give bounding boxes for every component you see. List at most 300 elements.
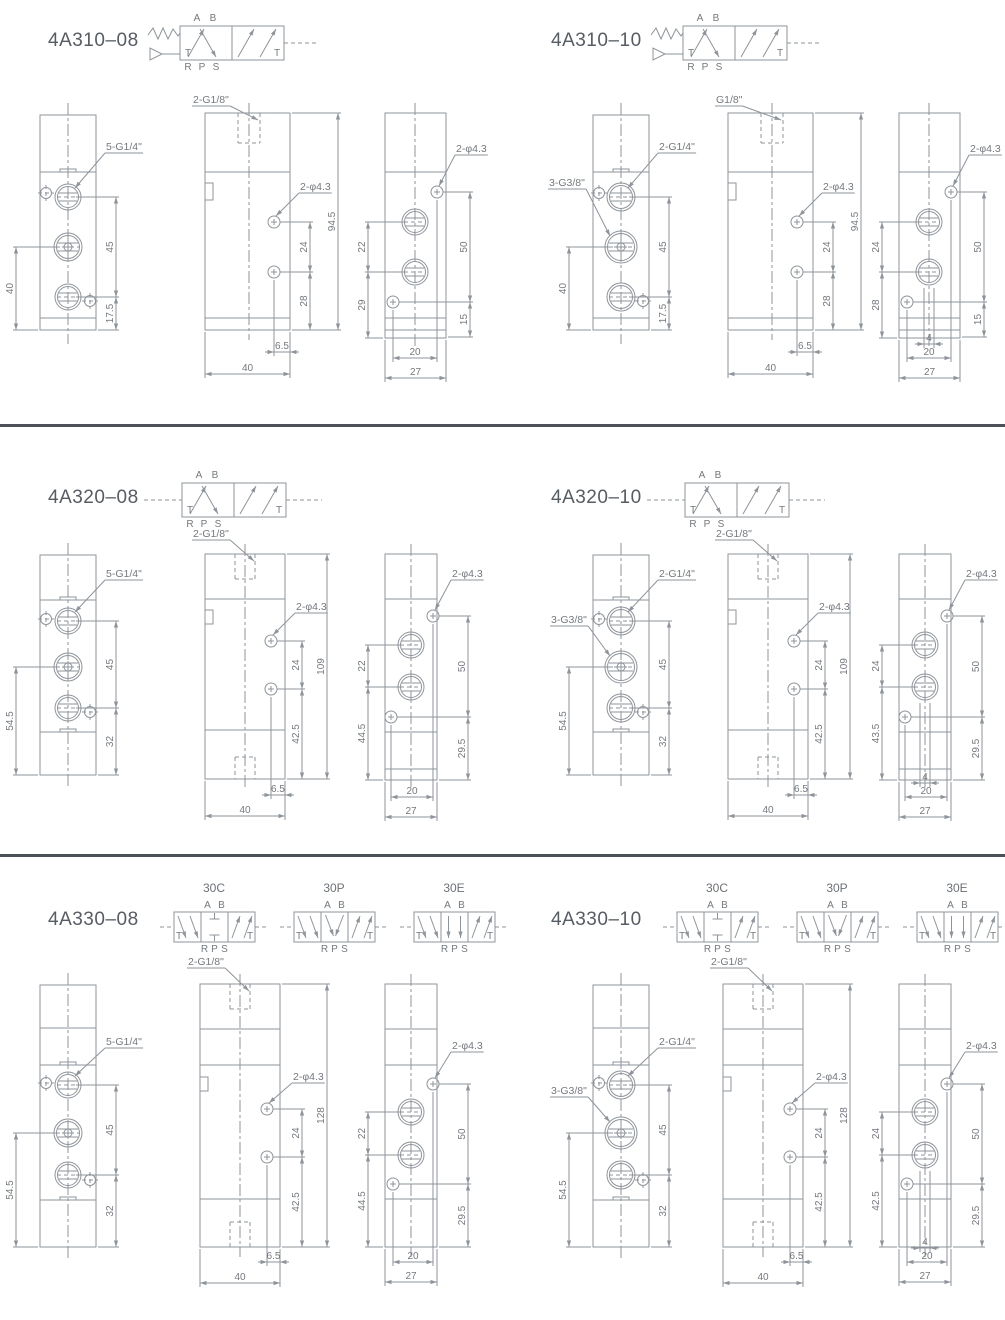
outline xyxy=(60,597,76,600)
arrowhead xyxy=(880,1149,884,1156)
dim-label: 50 xyxy=(971,1128,982,1140)
outline xyxy=(723,1077,731,1091)
port-letter: A xyxy=(696,13,704,24)
port-letter: B xyxy=(458,900,465,911)
arrowhead xyxy=(366,1241,370,1248)
t-port-letter: T xyxy=(487,931,494,942)
arrowhead xyxy=(667,769,671,776)
arrowhead xyxy=(325,554,329,561)
dim-label: 28 xyxy=(822,295,833,307)
dim-label: 6.5 xyxy=(789,1251,804,1262)
port-letter: A xyxy=(204,900,211,911)
t-port-letter: T xyxy=(870,931,877,942)
arrowhead xyxy=(941,1260,948,1264)
t-port-letter: T xyxy=(990,931,997,942)
arrowhead xyxy=(200,1281,207,1285)
arrowhead xyxy=(14,247,18,254)
model-number: 4A330–10 xyxy=(551,909,642,930)
dim-label: 54.5 xyxy=(558,1180,569,1200)
port-letter: R xyxy=(184,62,192,73)
dim-label: 32 xyxy=(658,1205,669,1217)
port-letter: R xyxy=(186,519,194,530)
dim-label: 45 xyxy=(658,241,669,253)
arrowhead xyxy=(366,687,370,694)
arrowhead xyxy=(667,702,671,709)
valve-panel-4a310-10 xyxy=(503,0,1005,424)
port-letter: S xyxy=(715,62,723,73)
arrowhead xyxy=(667,1085,671,1092)
port-letter: R xyxy=(687,62,695,73)
port-letter: R xyxy=(440,944,449,955)
dim-label: 43.5 xyxy=(871,723,882,744)
dim-label: 32 xyxy=(658,735,669,748)
port-letter: A xyxy=(195,470,203,481)
t-port-letter: T xyxy=(690,505,697,516)
arrowhead xyxy=(114,702,118,709)
port-spec-label: 3-G3/8" xyxy=(551,614,587,626)
dim-label: 29.5 xyxy=(971,1205,982,1226)
arrowhead xyxy=(366,222,370,229)
arrowhead xyxy=(667,324,671,331)
dim-label: 4 xyxy=(922,1237,928,1248)
dim-label: 45 xyxy=(658,1124,669,1136)
dim-label: 28 xyxy=(299,295,310,307)
arrowhead xyxy=(308,222,312,229)
arrowhead xyxy=(468,296,472,303)
port-letter: B xyxy=(209,13,217,24)
row-4a320 xyxy=(0,427,1005,854)
dim-label: 44.5 xyxy=(357,723,368,744)
dimension-drawing xyxy=(0,427,502,854)
arrowhead xyxy=(567,324,571,331)
arrowhead xyxy=(823,683,827,690)
port-letter: S xyxy=(844,944,851,955)
arrowhead xyxy=(114,1175,118,1182)
port-letter: S xyxy=(964,944,971,955)
arrowhead xyxy=(667,1241,671,1248)
arrowhead xyxy=(114,621,118,628)
arrowhead xyxy=(723,1281,730,1285)
port-spec-label: 2-G1/8" xyxy=(193,94,229,106)
dim-label: 4 xyxy=(922,772,928,783)
arrowhead xyxy=(300,1241,304,1248)
arrowhead xyxy=(907,356,914,360)
arrowhead xyxy=(667,1175,671,1182)
arrowhead xyxy=(468,302,472,309)
dim-label: 40 xyxy=(558,282,569,295)
port-spec-label: 2-φ4.3 xyxy=(296,601,327,613)
arrowhead xyxy=(366,774,370,781)
dim-label: 20 xyxy=(920,786,932,797)
arrowhead xyxy=(251,115,259,122)
dim-label: 27 xyxy=(919,1271,931,1282)
arrowhead xyxy=(848,1241,852,1248)
port-letter: A xyxy=(698,470,706,481)
arrowhead xyxy=(823,773,827,780)
dim-label: 22 xyxy=(357,660,368,672)
t-port-letter: T xyxy=(919,931,926,942)
dim-label: 24 xyxy=(871,660,882,672)
port-spec-label: 2-φ4.3 xyxy=(823,181,854,193)
port-spec-label: 2-G1/4" xyxy=(659,1036,695,1048)
arrowhead xyxy=(982,192,986,199)
port-letter: A xyxy=(324,900,331,911)
port-spec-label: 2-φ4.3 xyxy=(300,181,331,193)
dim-label: 6.5 xyxy=(798,341,812,352)
port-spec-label: 2-φ4.3 xyxy=(970,143,1001,155)
arrowhead xyxy=(880,1241,884,1248)
arrowhead xyxy=(831,222,835,229)
arrowhead xyxy=(366,332,370,339)
arrowhead xyxy=(848,554,852,561)
arrowhead xyxy=(393,356,400,360)
valve-panel-4a320-10 xyxy=(503,427,1005,854)
dim-label: 22 xyxy=(357,241,368,253)
dimension-drawing xyxy=(0,857,502,1320)
arrowhead xyxy=(466,717,470,724)
arrowhead xyxy=(823,1109,827,1116)
arrowhead xyxy=(385,1280,392,1284)
line xyxy=(586,189,610,236)
port-spec-label: 2-G1/4" xyxy=(659,141,695,153)
port-letter: B xyxy=(211,470,219,481)
model-number: 4A310–08 xyxy=(48,30,139,51)
port-spec-label: 2-G1/4" xyxy=(659,568,695,580)
port-spec-label: 2-φ4.3 xyxy=(452,568,483,580)
arrowhead xyxy=(14,667,18,674)
port-letter: P xyxy=(198,62,206,73)
dim-label: 40 xyxy=(239,805,251,816)
dim-label: 20 xyxy=(406,786,418,797)
t-port-letter: T xyxy=(777,48,784,59)
port-letter: P xyxy=(331,944,338,955)
arrowhead xyxy=(274,1281,281,1285)
port-letter: P xyxy=(834,944,841,955)
dim-label: 94.5 xyxy=(327,211,338,232)
arrowhead xyxy=(980,717,984,724)
arrowhead xyxy=(466,616,470,623)
port-letter: A xyxy=(947,900,954,911)
arrowhead xyxy=(728,814,735,818)
outline xyxy=(60,729,76,732)
dim-label: 109 xyxy=(839,658,850,675)
arrowhead xyxy=(466,1178,470,1185)
dim-label: 20 xyxy=(921,1251,933,1262)
dim-label: 40 xyxy=(241,363,254,374)
arrowhead xyxy=(366,1149,370,1156)
t-port-letter: T xyxy=(688,48,695,59)
arrowhead xyxy=(385,376,392,380)
port-letter: P xyxy=(703,519,711,530)
dim-label: 27 xyxy=(919,806,931,817)
arrowhead xyxy=(114,297,118,304)
dim-label: 27 xyxy=(405,806,417,817)
dim-label: 15 xyxy=(973,313,984,326)
dim-label: 45 xyxy=(105,658,116,671)
dim-label: 20 xyxy=(407,1251,419,1262)
arrowhead xyxy=(907,1260,914,1264)
port-letter: B xyxy=(218,900,225,911)
port-letter: S xyxy=(221,944,228,955)
port-letter: B xyxy=(338,900,345,911)
t-port-letter: T xyxy=(296,931,303,942)
port-letter: A xyxy=(193,13,201,24)
dim-label: 32 xyxy=(105,735,116,748)
t-port-letter: T xyxy=(187,505,194,516)
dim-label: 32 xyxy=(105,1205,116,1217)
arrowhead xyxy=(385,815,392,819)
dim-label: 29.5 xyxy=(971,738,982,759)
dim-label: 128 xyxy=(316,1107,327,1124)
row-4a310 xyxy=(0,0,1005,424)
arrowhead xyxy=(300,1157,304,1164)
port-letter: A xyxy=(827,900,834,911)
port-letter: A xyxy=(444,900,451,911)
model-number: 4A320–08 xyxy=(48,487,139,508)
port-spec-label: 2-φ4.3 xyxy=(456,143,487,155)
arrowhead xyxy=(284,372,291,376)
dim-label: 45 xyxy=(105,241,116,253)
t-port-letter: T xyxy=(274,48,281,59)
dim-label: 40 xyxy=(762,805,774,816)
dim-label: 54.5 xyxy=(558,711,569,731)
t-port-letter: T xyxy=(750,931,757,942)
dimension-drawing xyxy=(0,0,502,424)
arrowhead xyxy=(797,1281,804,1285)
arrowhead xyxy=(366,272,370,279)
valve-panel-4a330-08 xyxy=(0,857,502,1320)
arrowhead xyxy=(880,266,884,273)
dim-label: 15 xyxy=(459,313,470,326)
arrowhead xyxy=(848,984,852,991)
dim-label: 24 xyxy=(299,241,310,253)
dim-label: 28 xyxy=(871,299,882,311)
variant-label: 30C xyxy=(202,881,225,895)
arrowhead xyxy=(667,708,671,715)
arrowhead xyxy=(899,376,906,380)
arrowhead xyxy=(859,324,863,331)
dim-label: 50 xyxy=(459,241,470,253)
outline xyxy=(728,183,736,200)
port-spec-label: 2-φ4.3 xyxy=(816,1071,847,1083)
variant-label: 30P xyxy=(826,881,848,895)
port-letter: P xyxy=(211,944,218,955)
t-port-letter: T xyxy=(176,931,183,942)
port-letter: S xyxy=(341,944,348,955)
port-spec-label: 5-G1/4" xyxy=(106,568,142,580)
arrowhead xyxy=(308,324,312,331)
arrowhead xyxy=(567,1241,571,1248)
port-spec-label: 2-G1/8" xyxy=(193,528,229,540)
arrowhead xyxy=(567,667,571,674)
dim-label: 22 xyxy=(357,1127,368,1140)
variant-label: 30C xyxy=(705,881,728,895)
dim-label: 24 xyxy=(291,659,302,671)
dim-label: 6.5 xyxy=(794,784,808,795)
dim-label: 6.5 xyxy=(271,784,285,795)
dim-label: 45 xyxy=(105,1124,116,1136)
port-spec-label: 2-φ4.3 xyxy=(293,1071,324,1083)
arrowhead xyxy=(880,687,884,694)
arrowhead xyxy=(440,376,447,380)
row-4a330 xyxy=(0,857,1005,1320)
arrowhead xyxy=(982,296,986,303)
dim-label: 24 xyxy=(814,1127,825,1139)
arrowhead xyxy=(114,324,118,331)
arrowhead xyxy=(114,291,118,298)
arrowhead xyxy=(308,272,312,279)
arrowhead xyxy=(774,116,782,122)
dim-label: 24 xyxy=(871,241,882,253)
outline xyxy=(200,1077,208,1091)
dim-label: 29.5 xyxy=(457,738,468,759)
t-port-letter: T xyxy=(247,931,254,942)
dim-label: 54.5 xyxy=(5,711,16,731)
arrowhead xyxy=(468,192,472,199)
arrowhead xyxy=(14,1241,18,1248)
arrowhead xyxy=(114,769,118,776)
dim-label: 17.5 xyxy=(105,303,116,324)
arrowhead xyxy=(336,324,340,331)
dim-label: 27 xyxy=(923,367,936,378)
dim-label: 27 xyxy=(409,367,422,378)
dim-label: 44.5 xyxy=(357,1191,368,1211)
port-letter: R xyxy=(200,944,209,955)
dim-label: 50 xyxy=(971,660,982,673)
arrowhead xyxy=(325,1241,329,1248)
model-number: 4A310–10 xyxy=(551,30,642,51)
port-spec-label: 2-φ4.3 xyxy=(452,1040,483,1052)
dim-label: 94.5 xyxy=(850,211,861,232)
valve-panel-4a310-08 xyxy=(0,0,502,424)
arrowhead xyxy=(980,1084,984,1091)
arrowhead xyxy=(431,356,438,360)
dim-label: 6.5 xyxy=(266,1251,281,1262)
arrowhead xyxy=(605,229,612,237)
port-letter: P xyxy=(701,62,709,73)
port-spec-label: 2-G1/8" xyxy=(711,956,747,968)
valve-body-side xyxy=(728,113,813,330)
dim-label: 24 xyxy=(822,241,833,253)
arrowhead xyxy=(14,1133,18,1140)
arrowhead xyxy=(823,1157,827,1164)
arrowhead xyxy=(823,641,827,648)
dim-label: 42.5 xyxy=(814,724,825,744)
line xyxy=(628,580,658,612)
t-port-letter: T xyxy=(799,931,806,942)
dim-label: 40 xyxy=(5,282,16,295)
arrowhead xyxy=(14,324,18,331)
dim-label: 24 xyxy=(814,659,825,671)
arrowhead xyxy=(427,795,434,799)
arrowhead xyxy=(567,769,571,776)
arrowhead xyxy=(300,689,304,696)
outline xyxy=(613,729,629,732)
dim-label: 20 xyxy=(409,347,421,358)
arrowhead xyxy=(431,815,438,819)
arrowhead xyxy=(880,774,884,781)
port-letter: R xyxy=(320,944,329,955)
arrowhead xyxy=(466,711,470,718)
t-port-letter: T xyxy=(367,931,374,942)
arrowhead xyxy=(980,711,984,718)
arrowhead xyxy=(802,814,809,818)
dim-label: 45 xyxy=(658,658,669,671)
port-letter: R xyxy=(703,944,712,955)
arrowhead xyxy=(880,272,884,279)
variant-label: 30P xyxy=(323,881,345,895)
arrowhead xyxy=(831,266,835,273)
arrowhead xyxy=(980,1178,984,1185)
dim-label: 4 xyxy=(926,333,932,344)
arrowhead xyxy=(393,1260,400,1264)
arrowhead xyxy=(114,708,118,715)
arrowhead xyxy=(366,1112,370,1119)
arrowhead xyxy=(300,773,304,780)
arrowhead xyxy=(114,1241,118,1248)
port-letter: P xyxy=(451,944,458,955)
port-spec-label: G1/8" xyxy=(716,94,743,106)
dim-label: 40 xyxy=(764,363,777,374)
arrowhead xyxy=(899,1280,906,1284)
outline xyxy=(205,610,213,624)
port-letter: B xyxy=(961,900,968,911)
arrowhead xyxy=(667,297,671,304)
port-letter: P xyxy=(714,944,721,955)
arrowhead xyxy=(667,197,671,204)
port-spec-label: 3-G3/8" xyxy=(551,1085,587,1097)
dim-label: 24 xyxy=(871,1127,882,1140)
variant-label: 30E xyxy=(946,881,968,895)
dim-label: 50 xyxy=(973,241,984,253)
arrowhead xyxy=(14,769,18,776)
arrowhead xyxy=(114,197,118,204)
arrowhead xyxy=(279,814,286,818)
arrowhead xyxy=(859,113,863,120)
arrowhead xyxy=(466,1084,470,1091)
arrowhead xyxy=(427,1260,434,1264)
arrowhead xyxy=(848,773,852,780)
arrowhead xyxy=(300,683,304,690)
model-number: 4A320–10 xyxy=(551,487,642,508)
variant-label: 30E xyxy=(443,881,465,895)
port-spec-label: 2-φ4.3 xyxy=(966,568,997,580)
t-port-letter: T xyxy=(779,505,786,516)
arrowhead xyxy=(466,774,470,781)
outline xyxy=(728,610,736,624)
arrowhead xyxy=(880,332,884,339)
dim-label: 50 xyxy=(457,660,468,673)
arrowhead xyxy=(205,372,212,376)
port-letter: P xyxy=(200,519,208,530)
t-port-letter: T xyxy=(416,931,423,942)
port-letter: R xyxy=(943,944,952,955)
arrowhead xyxy=(466,1184,470,1191)
dim-label: 17.5 xyxy=(658,303,669,324)
t-port-letter: T xyxy=(679,931,686,942)
arrowhead xyxy=(982,302,986,309)
arrowhead xyxy=(980,616,984,623)
arrowhead xyxy=(468,331,472,338)
port-letter: S xyxy=(461,944,468,955)
dim-label: 29 xyxy=(357,299,368,311)
arrowhead xyxy=(300,641,304,648)
port-letter: P xyxy=(954,944,961,955)
dim-label: 24 xyxy=(291,1127,302,1139)
dim-label: 42.5 xyxy=(291,1192,302,1212)
arrowhead xyxy=(366,266,370,273)
valve-body-side xyxy=(205,113,290,330)
